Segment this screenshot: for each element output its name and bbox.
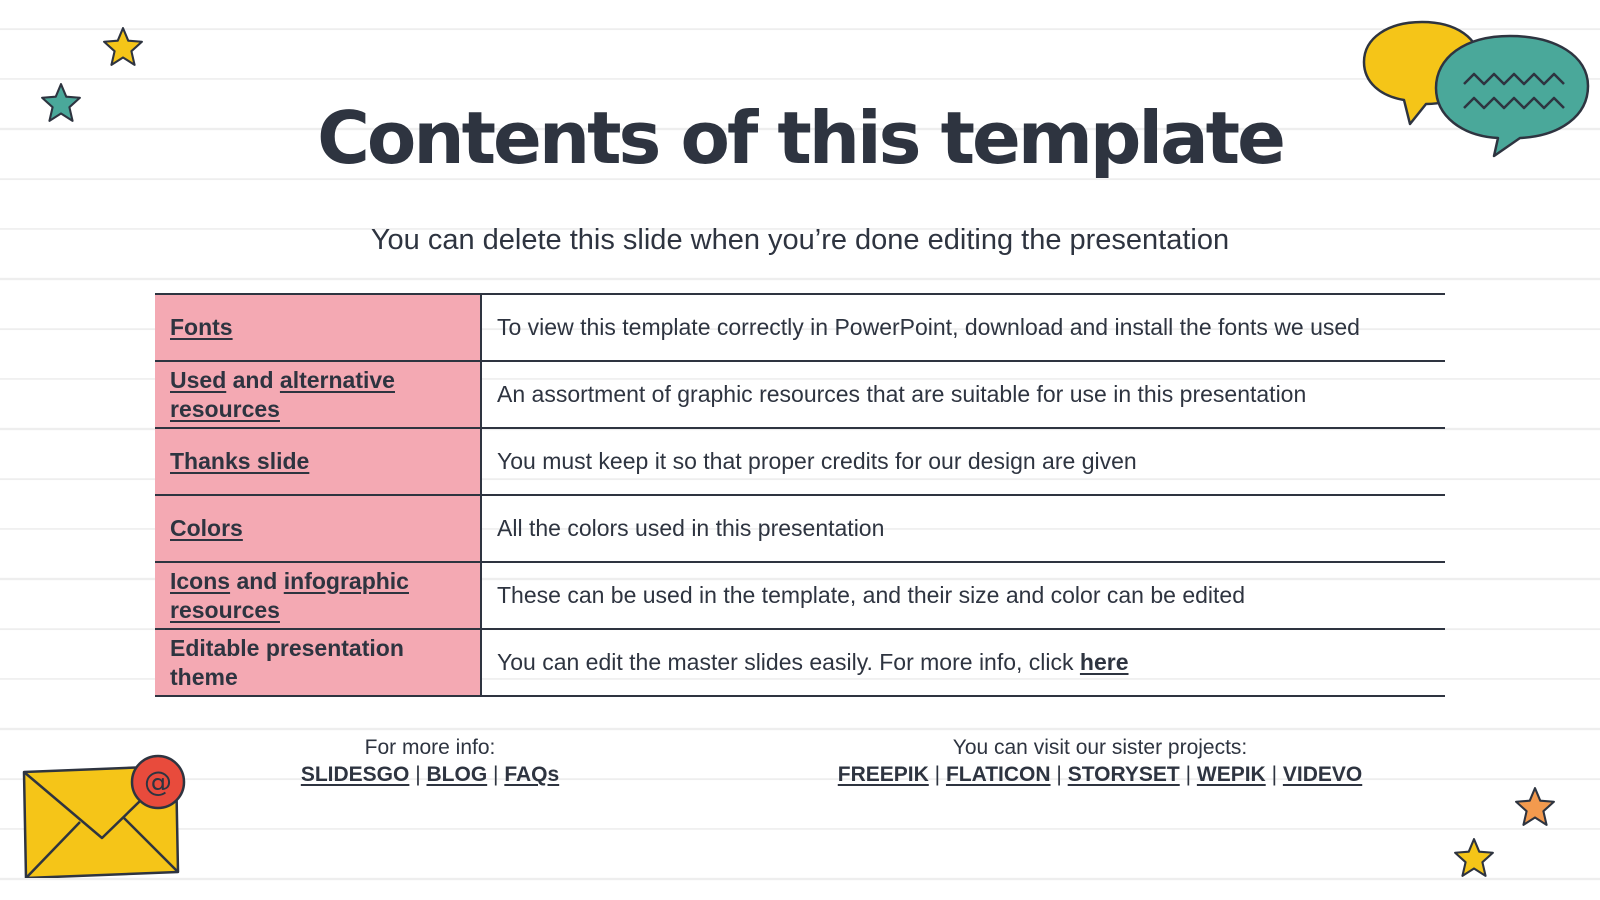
footer-more-info-label: For more info: [364,736,496,759]
row-topic [155,361,481,428]
yellow-star-icon [102,26,144,68]
footer-sister-projects-label: You can visit our sister projects: [952,736,1248,759]
row-description: An assortment of graphic resources that are suitable for use in this presentation [481,361,1445,428]
footer-more-info-links [230,761,630,788]
footer-sister-projects [800,734,1400,788]
at-sign-icon [128,752,188,812]
row-topic [155,294,481,361]
row-topic [155,629,481,696]
svg-text:@: @ [144,765,172,798]
row-topic [155,428,481,495]
link-separator: | [1056,763,1062,786]
table-row [155,361,1445,428]
link-separator: | [493,763,499,786]
orange-star-icon [1514,786,1556,828]
here-link[interactable]: here [1079,649,1129,675]
infographic-resources-link[interactable]: infographic resources [170,567,409,623]
used-resources-link[interactable]: Used [170,366,227,393]
link-separator: | [934,763,941,786]
row-description: To view this template correctly in PowerPoint, download and install the fonts we used [481,294,1445,361]
row-topic [155,562,481,629]
row-description: These can be used in the template, and their size and color can be edited [481,562,1445,629]
editable-theme-label: Editable presentation theme [170,634,404,690]
thanks-slide-link[interactable]: Thanks slide [170,448,310,474]
table-row [155,428,1445,495]
slide-subtitle: You can delete this slide when you’re done editing the presentation [370,224,1230,256]
slidesgo-link[interactable]: SLIDESGO [300,763,410,786]
row-description: You must keep it so that proper credits for our design are given [481,428,1445,495]
table-row [155,294,1445,361]
row-description [481,629,1445,696]
yellow-star-small-icon [1453,837,1495,879]
blog-link[interactable]: BLOG [426,763,488,786]
contents-table [155,293,1445,697]
link-separator: | [1185,763,1192,786]
row-description: All the colors used in this presentation [481,495,1445,562]
flaticon-link[interactable]: FLATICON [945,763,1051,786]
wepik-link[interactable]: WEPIK [1196,763,1266,786]
topic-join-text: and [236,567,278,594]
table-row [155,562,1445,629]
icons-link[interactable]: Icons [170,567,231,594]
freepik-link[interactable]: FREEPIK [837,763,929,786]
footer-sister-projects-links [800,761,1400,788]
link-separator: | [415,763,421,786]
videvo-link[interactable]: VIDEVO [1282,763,1363,786]
faqs-link[interactable]: FAQs [504,763,560,786]
footer-more-info [230,734,630,788]
slide-title: Contents of this template [317,96,1283,180]
alternative-resources-link[interactable]: alternative resources [170,366,395,422]
table-row [155,495,1445,562]
colors-link[interactable]: Colors [170,515,243,541]
table-row [155,629,1445,696]
link-separator: | [1271,763,1278,786]
storyset-link[interactable]: STORYSET [1067,763,1180,786]
editable-theme-description: You can edit the master slides easily. For more info, click [497,649,1074,675]
row-topic [155,495,481,562]
topic-join-text: and [232,366,274,393]
fonts-link[interactable]: Fonts [170,314,233,340]
